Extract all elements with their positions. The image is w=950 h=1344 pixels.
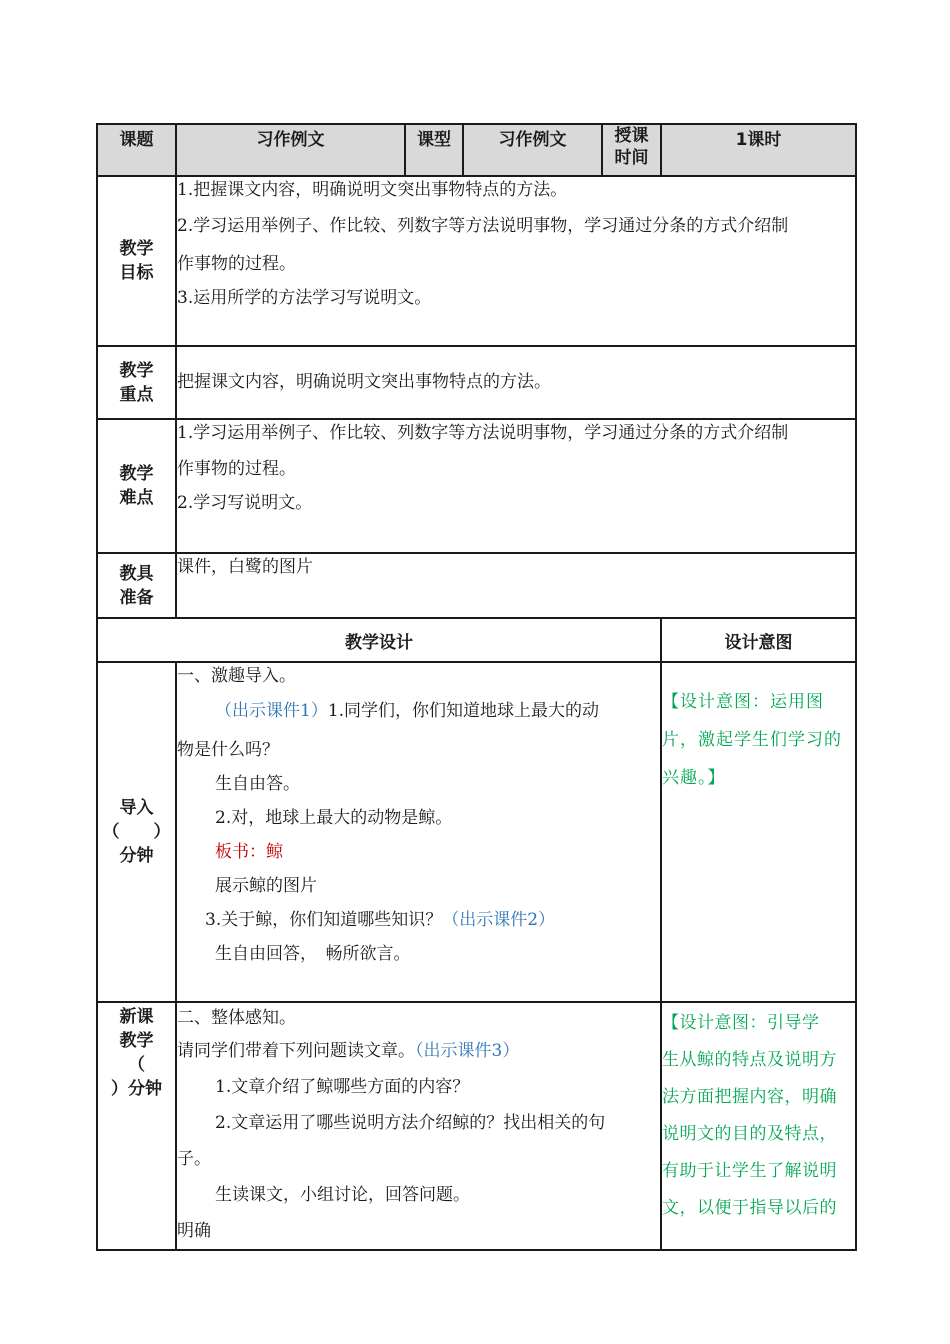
intro-line-text: 3.关于鲸，你们知道哪些知识？ [205, 910, 443, 930]
new-lesson-label-4: ）分钟 [111, 1079, 162, 1099]
materials-label-1: 教具 [119, 563, 154, 584]
new-lesson-content [176, 1002, 661, 1250]
intro-label-3: 分钟 [119, 846, 154, 866]
intent-line: 有助于让学生了解说明 [662, 1161, 837, 1181]
materials-text: 课件，白鹭的图片 [177, 557, 313, 577]
objective-line: 1.把握课文内容，明确说明文突出事物特点的方法。 [177, 180, 568, 200]
objectives-row [97, 176, 856, 346]
intent-line: 文，以便于指导以后的 [662, 1198, 837, 1218]
new-lesson-line: 2.文章运用了哪些说明方法介绍鲸的？找出相关的句 [215, 1113, 606, 1133]
intro-label-2: （ ） [102, 822, 171, 842]
objectives-content [176, 176, 856, 346]
new-lesson-line: 明确 [177, 1221, 211, 1241]
intent-header: 设计意图 [661, 618, 856, 662]
key-points-label [97, 346, 176, 419]
courseware-ref: （出示课件2） [442, 910, 556, 930]
materials-label-2: 准备 [119, 587, 154, 608]
design-header: 教学设计 [97, 618, 661, 662]
new-lesson-line-text: 请同学们带着下列问题读文章。 [177, 1041, 415, 1061]
type-label: 课型 [405, 124, 463, 176]
intro-line [177, 903, 660, 937]
new-lesson-line [177, 1033, 660, 1069]
intro-line [177, 689, 660, 733]
hours-label-line-2: 时间 [614, 148, 649, 168]
materials-content [176, 553, 856, 618]
hours-label-line-1: 授课 [614, 126, 649, 146]
board-note: 板书：鲸 [215, 842, 283, 862]
objectives-label-2: 目标 [119, 263, 154, 283]
intro-content [176, 662, 661, 1002]
objective-line: 作事物的过程。 [177, 254, 296, 274]
intent-line: 法方面把握内容，明确 [662, 1087, 837, 1107]
materials-row [97, 553, 856, 618]
new-lesson-line: 二、整体感知。 [177, 1008, 296, 1028]
topic-label: 课题 [97, 124, 176, 176]
intro-row [97, 662, 856, 1002]
new-lesson-intent [661, 1002, 856, 1250]
difficulties-label-2: 难点 [119, 488, 154, 508]
key-points-label-2: 重点 [119, 384, 154, 405]
objectives-label-1: 教学 [119, 239, 154, 259]
intro-line: 展示鲸的图片 [215, 876, 317, 896]
lesson-plan-table [96, 123, 857, 1251]
intro-line: 物是什么吗？ [177, 740, 279, 760]
new-lesson-label-1: 新课 [119, 1007, 154, 1027]
intent-line: 兴趣。】 [662, 768, 726, 788]
intent-line: 【设计意图：运用图 [662, 692, 824, 712]
difficulties-label-1: 教学 [119, 464, 154, 484]
key-points-label-1: 教学 [119, 360, 154, 381]
intro-line: 一、激趣导入。 [177, 666, 296, 686]
header-row [97, 124, 856, 176]
objective-line: 3.运用所学的方法学习写说明文。 [177, 288, 432, 308]
intro-label [97, 662, 176, 1002]
intro-line: 生自由答。 [215, 774, 300, 794]
design-header-row [97, 618, 856, 662]
difficulty-line: 2.学习写说明文。 [177, 493, 313, 513]
new-lesson-row [97, 1002, 856, 1250]
key-points-row [97, 346, 856, 419]
new-lesson-line: 生读课文，小组讨论，回答问题。 [215, 1185, 470, 1205]
difficulty-line: 1.学习运用举例子、作比较、列数字等方法说明事物，学习通过分条的方式介绍制 [177, 423, 789, 443]
difficulties-row [97, 419, 856, 553]
materials-label [97, 553, 176, 618]
new-lesson-label-2: 教学 [119, 1031, 154, 1051]
topic-value: 习作例文 [176, 124, 405, 176]
courseware-ref: （出示课件3） [415, 1041, 520, 1061]
hours-label [602, 124, 661, 176]
difficulties-label [97, 419, 176, 553]
objectives-label [97, 176, 176, 346]
difficulties-content [176, 419, 856, 553]
new-lesson-label [97, 1002, 176, 1250]
intent-line: 【设计意图：引导学 [662, 1013, 820, 1033]
hours-value: 1课时 [661, 124, 856, 176]
intro-line: 生自由回答， 畅所欲言。 [215, 944, 411, 964]
new-lesson-label-3: （ [128, 1055, 145, 1075]
intent-line: 说明文的目的及特点， [662, 1124, 837, 1144]
intro-line-text: 1.同学们，你们知道地球上最大的动 [327, 701, 600, 721]
intent-line: 片，激起学生们学习的 [662, 730, 842, 750]
type-value: 习作例文 [463, 124, 602, 176]
new-lesson-line: 1.文章介绍了鲸哪些方面的内容？ [215, 1077, 470, 1097]
intent-line: 生从鲸的特点及说明方 [662, 1050, 837, 1070]
difficulty-line: 作事物的过程。 [177, 459, 296, 479]
key-points-text: 把握课文内容，明确说明文突出事物特点的方法。 [177, 372, 551, 392]
courseware-ref: （出示课件1） [215, 701, 328, 721]
intro-label-1: 导入 [119, 798, 154, 818]
new-lesson-line: 子。 [177, 1149, 211, 1169]
intro-line: 2.对，地球上最大的动物是鲸。 [215, 808, 453, 828]
key-points-content [176, 346, 856, 419]
intro-intent [661, 662, 856, 1002]
objective-line: 2.学习运用举例子、作比较、列数字等方法说明事物，学习通过分条的方式介绍制 [177, 216, 789, 236]
